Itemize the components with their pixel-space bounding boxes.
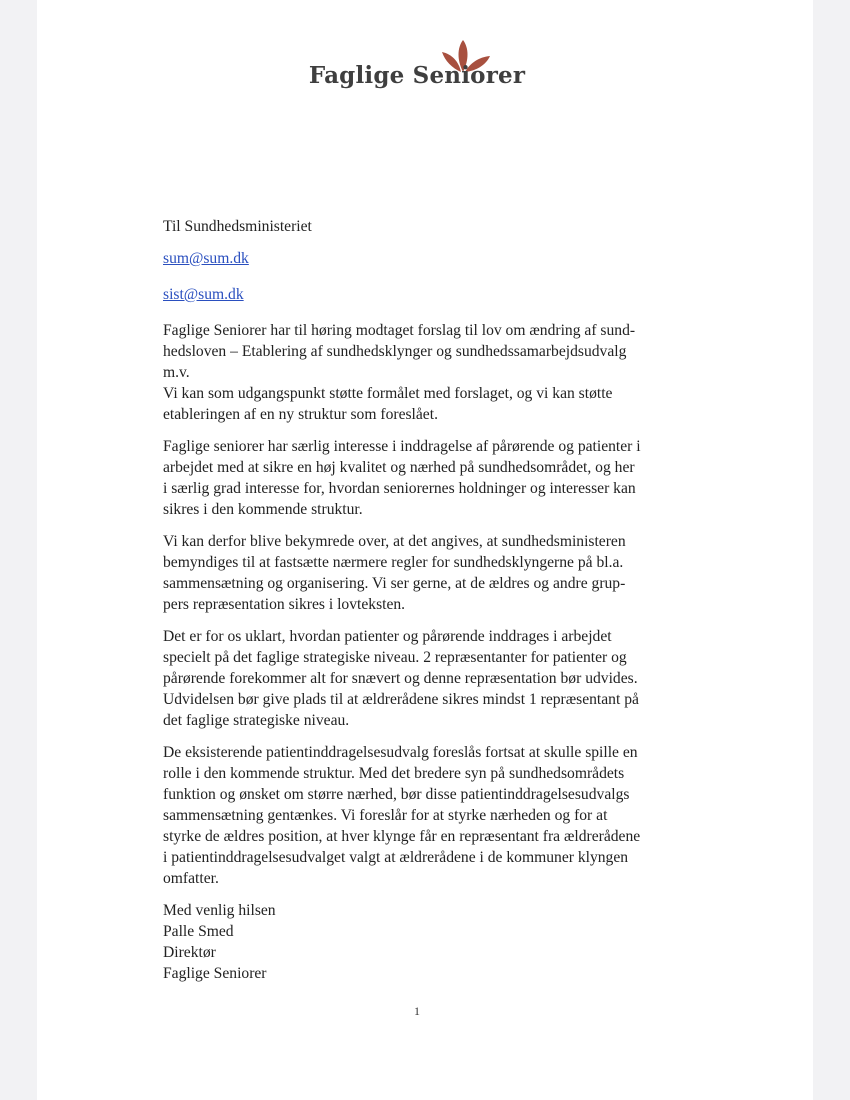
paragraph-1	[163, 320, 675, 425]
paragraph-line: omfatter.	[163, 870, 219, 887]
paragraph-2	[163, 436, 675, 520]
paragraph-line: rolle i den kommende struktur. Med det bredere syn på sundhedsområdets	[163, 765, 625, 782]
paragraph-line: i særlig grad interesse for, hvordan seniorernes holdninger og interesser kan	[163, 480, 636, 497]
paragraph-line: bemyndiges til at fastsætte nærmere regler for sundhedsklyngerne på bl.a.	[163, 554, 624, 571]
paragraph-line: m.v.	[163, 364, 190, 381]
paragraph-line: etableringen af en ny struktur som foreslået.	[163, 406, 438, 423]
paragraph-line: Udvidelsen bør give plads til at ældrerådene sikres mindst 1 repræsentant på	[163, 691, 639, 708]
page-number: 1	[414, 1004, 420, 1018]
recipient-line: Til Sundhedsministeriet	[163, 218, 312, 235]
letter-body	[163, 216, 675, 995]
paragraph-line: Faglige Seniorer har til høring modtaget forslag til lov om ændring af sund-	[163, 322, 636, 339]
paragraph-line: arbejdet med at sikre en høj kvalitet og nærhed på sundhedsområdet, og her	[163, 459, 635, 476]
email-link-2[interactable]: sist@sum.dk	[163, 286, 244, 303]
paragraph-line: sammensætning og organisering. Vi ser gerne, at de ældres og andre grup-	[163, 575, 626, 592]
paragraph-4	[163, 626, 675, 731]
paragraph-line: De eksisterende patientinddragelsesudvalg foreslås fortsat at skulle spille en	[163, 744, 638, 761]
paragraph-line: sammensætning gentænkes. Vi foreslår for at styrke nærheden og for at	[163, 807, 608, 824]
email-link-1[interactable]: sum@sum.dk	[163, 250, 249, 267]
paragraph-line: sikres i den kommende struktur.	[163, 501, 363, 518]
paragraph-line: specielt på det faglige strategiske niveau. 2 repræsentanter for patienter og	[163, 649, 627, 666]
paragraph-line: i patientinddragelsesudvalget valgt at ældrerådene i de kommuner klyngen	[163, 849, 629, 866]
paragraph-line: funktion og ønsket om større nærhed, bør disse patientinddragelsesudvalgs	[163, 786, 630, 803]
paragraph-line: pers repræsentation sikres i lovteksten.	[163, 596, 406, 613]
signer-organization: Faglige Seniorer	[163, 965, 267, 982]
paragraph-5	[163, 742, 675, 889]
signer-name: Palle Smed	[163, 923, 234, 940]
logo-text: Faglige Seniorer	[308, 62, 526, 89]
paragraph-3	[163, 531, 675, 615]
paragraph-line: det faglige strategiske niveau.	[163, 712, 350, 729]
paragraph-line: hedsloven – Etablering af sundhedsklynger og sundhedssamarbejdsudvalg	[163, 343, 627, 360]
signoff	[163, 900, 675, 984]
paragraph-line: pårørende forekommer alt for snævert og denne repræsentation bør udvides.	[163, 670, 638, 687]
paragraph-line: Det er for os uklart, hvordan patienter og pårørende inddrages i arbejdet	[163, 628, 612, 645]
paragraph-line: Faglige seniorer har særlig interesse i inddragelse af pårørende og patienter i	[163, 438, 641, 455]
closing-line: Med venlig hilsen	[163, 902, 276, 919]
signer-title: Direktør	[163, 944, 216, 961]
paragraph-line: styrke de ældres position, at hver klynge får en repræsentant fra ældrerådene	[163, 828, 641, 845]
paragraph-line: Vi kan som udgangspunkt støtte formålet med forslaget, og vi kan støtte	[163, 385, 613, 402]
paragraph-line: Vi kan derfor blive bekymrede over, at det angives, at sundhedsministeren	[163, 533, 626, 550]
